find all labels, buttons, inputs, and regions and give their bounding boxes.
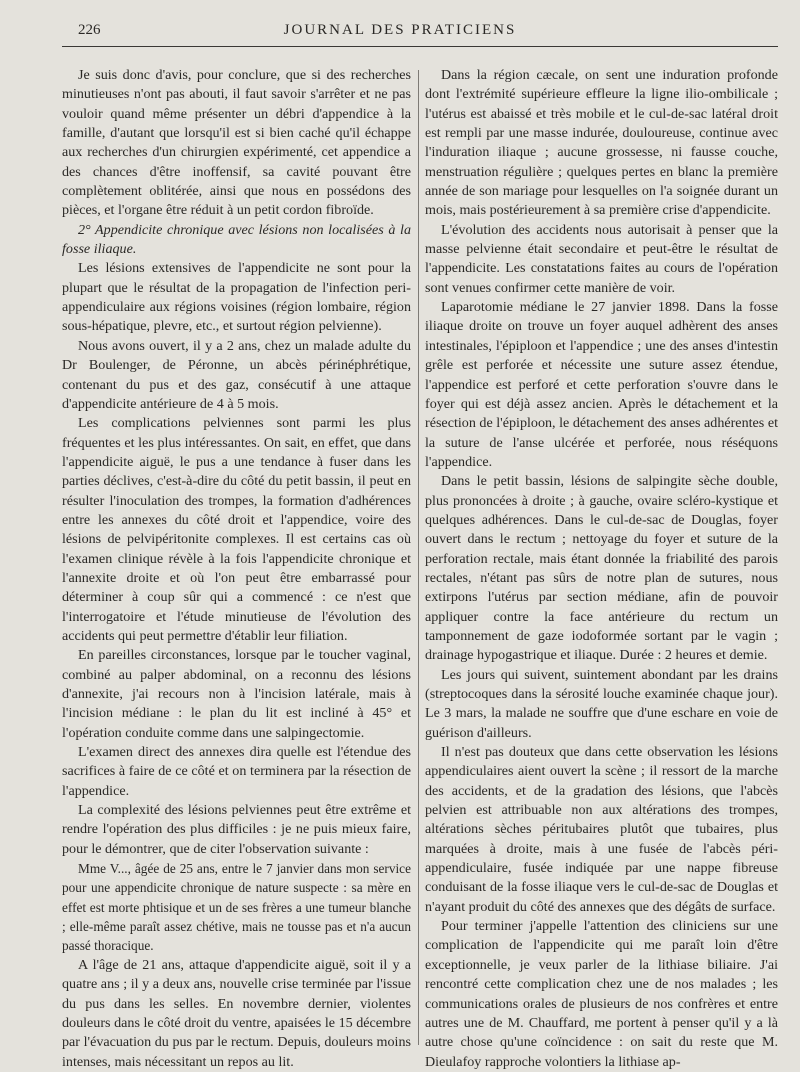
journal-title: JOURNAL DES PRATICIENS [283, 22, 517, 38]
paragraph: Dans la région cæcale, on sent une induration profonde dont l'extrémité supérieure effleure la ligne ilio-ombilicale ; l'utérus est abaissé et très mobile et le cul-de-sac latéral droit est rempli par une masse indurée, douloureuse, continue avec l'induration iliaque ; aucune grossesse, ni fausse couche, menstruation régulière ; quelques pertes en blanc la première année de son mariage pour lesquelles on l'a soignée durant un mois, mais postérieurement à sa première crise d'appendicite. [425, 67, 778, 219]
paragraph: A l'âge de 21 ans, attaque d'appendicite aiguë, soit il y a quatre ans ; il y a deux ans, nouvelle crise terminée par l'issue du pus dans les selles. En novembre dernier, violentes douleurs dans le côté droit du ventre, apaisées le 15 décembre par l'évacuation du pus par le rectum. Depuis, douleurs moins intenses, mais nécessitant un repos au lit. [62, 956, 411, 1070]
paragraph: Pour terminer j'appelle l'attention des cliniciens sur une complication de l'appendicite qui me paraît loin d'être exceptionnelle, je veux parler de la lithiase biliaire. J'ai rencontré cette complication chez une de nos malades ; les communications orales de plusieurs de nos confrères et entre autres une de M. Chauffard, me portent à penser qu'il y a là autre chose qu'une coïncidence : on sait du reste que M. Dieulafoy rapproche volontiers la lithiase ap- [425, 918, 778, 1070]
case-observation: Mme V..., âgée de 25 ans, entre le 7 janvier dans mon service pour une appendicite chronique de nature suspecte : sa mère en effet est morte phtisique et un de ses frères a une tumeur blanche ; elle-même paraît assez chétive, mais ne tousse pas et n'a aucun passé thoracique. [62, 861, 411, 954]
page-number: 226 [78, 22, 101, 38]
paragraph: Les jours qui suivent, suintement abondant par les drains (streptocoques dans la sérosité louche examinée chaque jour). Le 3 mars, la malade ne souffre que d'une eschare en voie de guérison d'ailleurs. [425, 666, 778, 741]
paragraph: Les complications pelviennes sont parmi les plus fréquentes et les plus intéressantes. On sait, en effet, que dans l'appendicite aiguë, le pus a une tendance à fuser dans les parties déclives, c'est-à-dire du côté du petit bassin, il peut en résulter l'inoculation des trompes, la formation d'adhérences entre les annexes du côté droit et l'appendice, voire des lésions de pelvipéritonite complexes. Il est certains cas où l'examen clinique révèle à la fois l'appendicite chronique et l'annexite droite et où l'on peut être embarrassé pour déterminer à coup sûr qui a commencé : ce n'est que l'interrogatoire et l'étude minutieuse de l'évolution des accidents qui peut permettre d'établir leur filiation. [62, 415, 411, 644]
column-divider [418, 70, 419, 1045]
left-column [62, 66, 411, 1072]
paragraph: Il n'est pas douteux que dans cette observation les lésions appendiculaires aient ouvert la scène ; il ressort de la marche des accidents, et de la gradation des lésions, que l'abcès pelvien est attribuable non aux altérations des trompes, altérations sèches péritubaires plutôt que tubaires, plus marquées à droite, mais à une fusée de l'abcès péri-appendiculaire, fusée indiquée par une nappe fibreuse conduisant de la fosse iliaque vers le cul-de-sac de Douglas et n'ayant produit du côté des annexes que des dégâts de surface. [425, 744, 778, 915]
paragraph: Les lésions extensives de l'appendicite ne sont pour la plupart que le résultat de la propagation de l'infection peri-appendiculaire aux régions voisines (région lombaire, région sous-hépatique, plevre, etc., et surtout région pelvienne). [62, 260, 411, 335]
paragraph: L'examen direct des annexes dira quelle est l'étendue des sacrifices à faire de ce côté et on terminera par la résection de l'appendice. [62, 744, 411, 799]
paragraph: Laparotomie médiane le 27 janvier 1898. Dans la fosse iliaque droite on trouve un foyer auquel adhèrent des anses intestinales, l'épiploon et l'appendice ; une des anses d'intestin grêle est perforée et nécessite une suture assez étendue, l'appendice est perforé et cette perforation s'ouvre dans le foyer qui est déjà assez ancien. Après le détachement et la résection de l'épiploon, le détachement des anses adhérentes et la suture de l'anse ulcérée et perforée, nous réséquons l'appendice. [425, 299, 778, 470]
header-rule [62, 46, 778, 47]
page-header [0, 20, 800, 44]
paragraph-conclusion: Je suis donc d'avis, pour conclure, que si des recherches minutieuses n'ont pas abouti, il faut savoir s'arrêter et ne pas vouloir quand même présenter un débri d'appendice à la famille, d'autant que lorsqu'il est si bien caché qu'il échappe aux recherches d'un chirurgien expérimenté, cet appendice a des chances d'être inoffensif, sa cavité pouvant être complètement oblitérée, ainsi que nous en possédons des pièces, et l'organe être réduit à un petit cordon fibroïde. [62, 67, 411, 219]
paragraph: En pareilles circonstances, lorsque par le toucher vaginal, combiné au palper abdominal, on a reconnu des lésions d'annexite, j'ai recours non à l'incision latérale, mais à l'incision médiane : le plan du lit est incliné à 45° et l'opération conduite comme dans une salpingectomie. [62, 647, 411, 741]
paragraph: Dans le petit bassin, lésions de salpingite sèche double, plus prononcées à droite ; à gauche, ovaire scléro-kystique et quelques adhérences. Dans le cul-de-sac de Douglas, foyer ouvert dans le rectum ; nettoyage du foyer et suture de la perforation rectale, mais étant donnée la friabilité des parois rectales, n'étant pas sûrs de notre plan de sutures, nous extirpons l'utérus par section médiane, afin de pouvoir appliquer contre la face antérieure du rectum un tamponnement de gaze iodoformée sortant par le vagin ; drainage hypogastrique et iliaque. Durée : 2 heures et demie. [425, 473, 778, 664]
paragraph: L'évolution des accidents nous autorisait à penser que la masse pelvienne était secondaire et peut-être le résultat de l'appendicite. Les constatations faites au cours de l'opération sont venues confirmer cette manière de voir. [425, 221, 778, 296]
right-column [425, 66, 778, 1072]
section-heading: 2° Appendicite chronique avec lésions non localisées à la fosse iliaque. [62, 221, 411, 258]
paragraph: La complexité des lésions pelviennes peut être extrême et rendre l'opération des plus difficiles : je ne puis mieux faire, pour le démontrer, que de citer l'observation suivante : [62, 802, 411, 857]
paragraph: Nous avons ouvert, il y a 2 ans, chez un malade adulte du Dr Boulenger, de Péronne, un abcès périnéphrétique, contenant du pus et des gaz, consécutif à une attaque d'appendicite antérieure de 4 à 5 mois. [62, 337, 411, 412]
